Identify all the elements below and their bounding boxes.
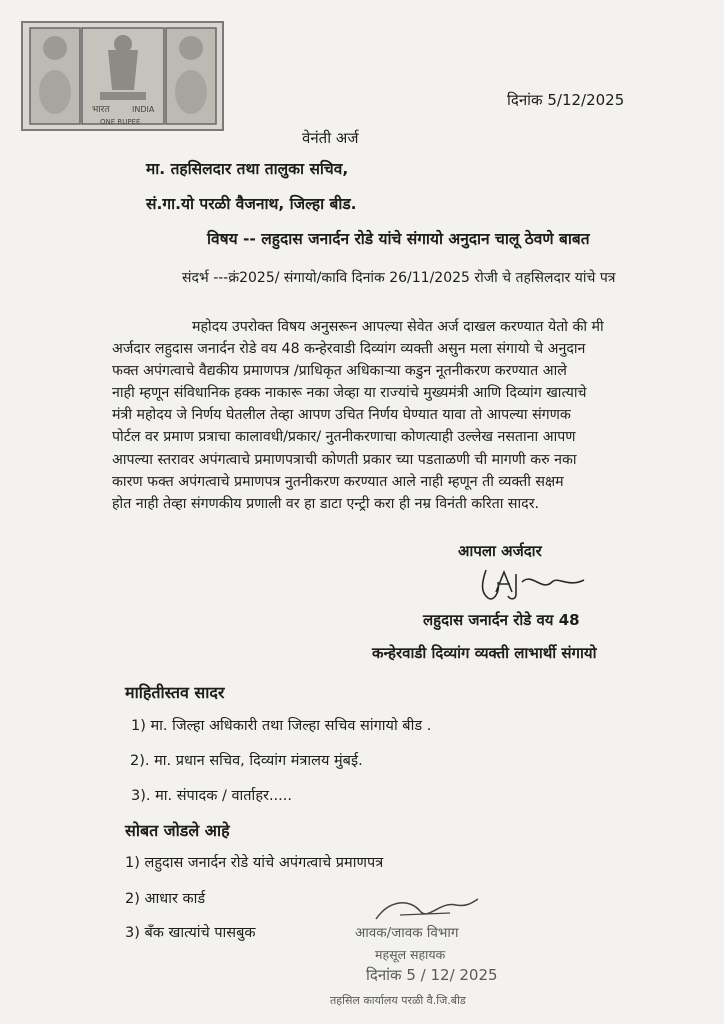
received-stamp — [330, 895, 545, 1020]
enclosure-item: 3) बँक खात्यांचे पासबुक — [125, 925, 256, 941]
body-line: अर्जदार लहुदास जनार्दन रोडे वय 48 कन्हेरवाडी दिव्यांग व्यक्ती असुन मला संगायो चे अनुदान — [112, 341, 586, 358]
copy-to-item: 3). मा. संपादक / वार्ताहर..... — [131, 788, 292, 804]
letter-subject: विषय -- लहुदास जनार्दन रोडे यांचे संगायो अनुदान चालू ठेवणे बाबत — [207, 230, 590, 248]
body-line: महोदय उपरोक्त विषय अनुसरून आपल्या सेवेत अर्ज दाखल करण्यात येतो की मी — [192, 319, 604, 335]
letter-date: दिनांक 5/12/2025 — [507, 91, 625, 109]
enclosure-item: 2) आधार कार्ड — [125, 891, 206, 907]
body-line: मंत्री महोदय जे निर्णय घेतलील तेव्हा आपण उचित निर्णय घेण्यात यावा तो आपल्या संगणक — [112, 407, 571, 424]
body-line: होत नाही तेव्हा संगणकीय प्रणाली वर हा डाटा एन्ट्री करा ही नम्र विनंती करिता सादर. — [112, 495, 540, 512]
received-stamp-line-3: दिनांक 5 / 12/ 2025 — [366, 966, 498, 984]
stamp-signature — [370, 895, 480, 925]
body-line: कारण फक्त अपंगत्वाचे प्रमाणपत्र नुतनीकरण करण्यात आले नाही म्हणून ती व्यक्ती सक्षम — [112, 473, 564, 490]
body-line: फक्त अपंगत्वाचे वैद्यकीय प्रमाणपत्र /प्राधिकृत अधिकाऱ्या कडुन नूतनीकरण करण्यात आले — [112, 363, 567, 380]
received-stamp-line-1: आवक/जावक विभाग — [355, 925, 459, 941]
body-line: नाही म्हणून संविधानिक हक्क नाकारू नका जेव्हा या राज्यांचे मुख्यमंत्री आणि दिव्यांग खात्याचे — [112, 385, 587, 402]
body-line: पोर्टल वर प्रमाण प्रत्राचा कालावधी/प्रकार/ नुतनीकरणाचा कोणत्याही उल्लेख नसताना आपण — [112, 429, 576, 446]
stamp-right-label: INDIA — [132, 105, 155, 114]
recipient-line-1: मा. तहसिलदार तथा तालुका सचिव, — [146, 160, 349, 178]
signatory-place: कन्हेरवाडी दिव्यांग व्यक्ती लाभार्थी संगायो — [372, 644, 597, 662]
revenue-stamp-image — [20, 20, 225, 132]
received-stamp-line-4: तहसिल कार्यालय परळी वै.जि.बीड — [330, 994, 466, 1007]
stamp-value: ONE RUPEE — [100, 118, 141, 126]
body-line: आपल्या स्तरावर अपंगत्वाचे प्रमाणपत्राची कोणती प्रकार च्या पडताळणी ची मागणी करु नका — [112, 451, 577, 468]
copy-to-heading: माहितीस्तव सादर — [125, 683, 225, 702]
copy-to-item: 2). मा. प्रधान सचिव, दिव्यांग मंत्रालय मुंबई. — [130, 753, 363, 769]
enclosures-heading: सोबत जोडले आहे — [125, 821, 230, 840]
stamp-left-label: भारत — [92, 105, 110, 115]
recipient-line-2: सं.गा.यो परळी वैजनाथ, जिल्हा बीड. — [146, 195, 357, 213]
received-stamp-line-2: महसूल सहायक — [375, 947, 446, 962]
handwritten-signature — [472, 562, 592, 604]
closing-text: आपला अर्जदार — [458, 542, 542, 560]
letter-body — [112, 316, 702, 515]
letter-reference: संदर्भ ---क्रं2025/ संगायो/कावि दिनांक 26/11/2025 रोजी चे तहसिलदार यांचे पत्र — [182, 270, 616, 286]
letter-title: वेनंती अर्ज — [302, 129, 359, 147]
signatory-name: लहुदास जनार्दन रोडे वय 48 — [423, 611, 580, 629]
enclosure-item: 1) लहुदास जनार्दन रोडे यांचे अपंगत्वाचे प्रमाणपत्र — [125, 855, 384, 871]
copy-to-item: 1) मा. जिल्हा अधिकारी तथा जिल्हा सचिव सांगायो बीड . — [131, 718, 432, 734]
